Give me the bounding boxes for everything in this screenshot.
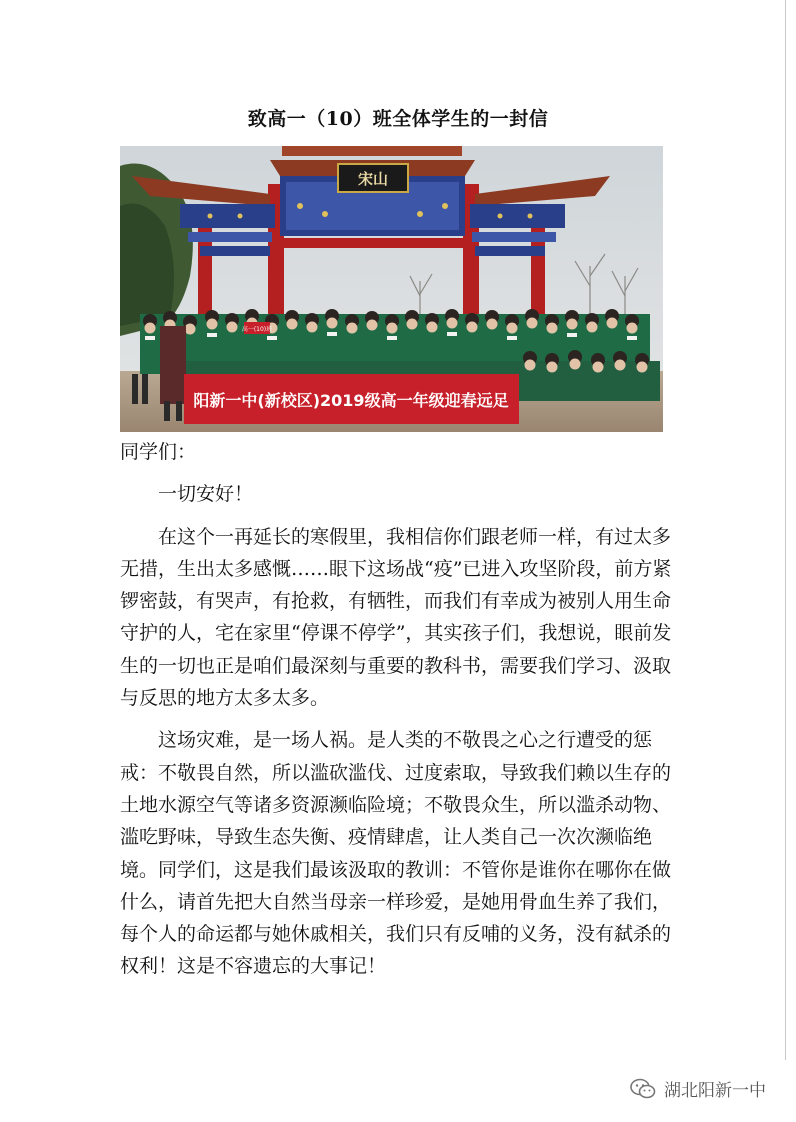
class-flag-text: 高一(10)班	[241, 326, 273, 333]
banner-text: 阳新一中(新校区)2019级高一年级迎春远足	[193, 391, 509, 410]
account-name: 湖北阳新一中	[664, 1081, 766, 1101]
paragraph-2: 在这个一再延长的寒假里，我相信你们跟老师一样，有过太多无措，生出太多感慨……眼下这场战“疫”已进入攻坚阶段，前方紧锣密鼓，有哭声，有抢救，有牺牲，而我们有幸成为被别人用生命守护的人，宅在家里“停课不停学”，其实孩子们，我想说，眼前发生的一切也正是咱们最深刻与重要的教科书，需要我们学习、汲取与反思的地方太多太多。	[120, 525, 672, 710]
letter-greeting: 同学们：	[120, 441, 197, 463]
letter-body	[120, 436, 676, 983]
account-watermark	[630, 1076, 766, 1101]
page-edge-line	[785, 0, 786, 1060]
wechat-icon	[630, 1078, 656, 1100]
gate-plaque-text: 宋山	[357, 170, 389, 188]
class-group-photo	[120, 146, 663, 432]
letter-title: 致高一（10）班全体学生的一封信	[247, 108, 549, 130]
paragraph-1: 一切安好！	[158, 483, 254, 506]
paragraph-3: 这场灾难，是一场人祸。是人类的不敬畏之心之行遭受的惩戒：不敬畏自然，所以滥砍滥伐、过度索取，导致我们赖以生存的土地水源空气等诸多资源濒临险境；不敬畏众生，所以滥杀动物、滥吃野味，导致生态失衡、疫情肆虐，让人类自己一次次濒临绝境。同学们，这是我们最该汲取的教训：不管你是谁你在哪你在做什么，请首先把大自然当母亲一样珍爱，是她用骨血生养了我们，每个人的命运都与她休戚相关，我们只有反哺的义务，没有弑杀的权利！这是不容遗忘的大事记！	[120, 729, 672, 978]
